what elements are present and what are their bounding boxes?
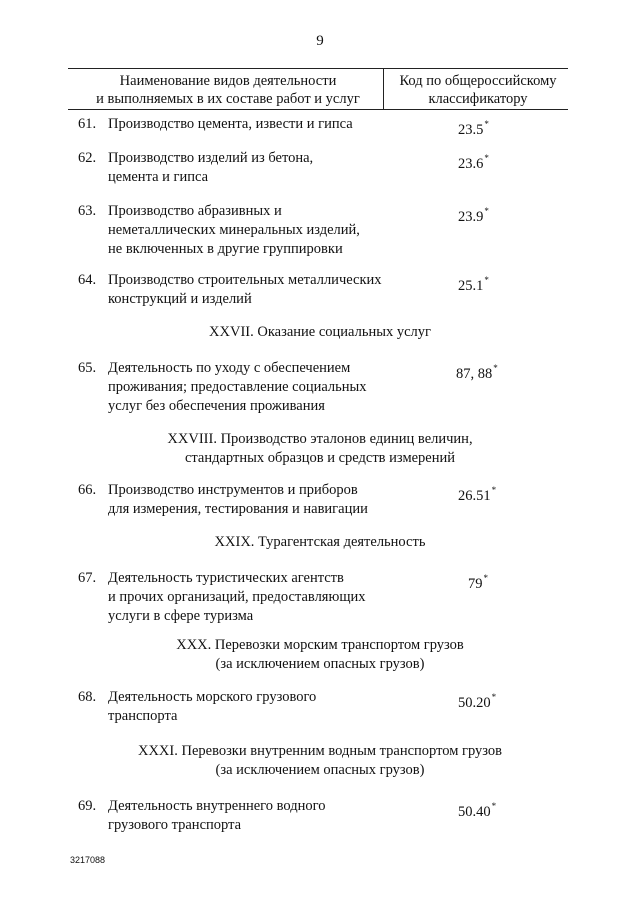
row-text: Деятельность туристических агентств и прочих организаций, предоставляющих услуги в сфере туризма — [108, 570, 366, 624]
row-number: 61. — [78, 116, 97, 132]
page-number: 9 — [316, 33, 324, 49]
footnote-mark: * — [491, 801, 497, 811]
column-header-name: Наименование видов деятельности и выполняемых в их составе работ и услуг — [96, 73, 360, 107]
footnote-mark: * — [484, 153, 489, 163]
column-header-code: Код по общероссийскому классификатору — [399, 73, 557, 107]
footnote-mark: * — [491, 692, 497, 702]
row-text: Деятельность по уходу с обеспечением проживания; предоставление социальных услуг без обеспечения проживания — [108, 360, 367, 414]
row-code: 50.20* — [458, 692, 497, 711]
row-number: 64. — [78, 272, 97, 288]
section-heading: XXX. Перевозки морским транспортом грузов (за исключением опасных грузов) — [176, 637, 464, 672]
footnote-mark: * — [484, 275, 489, 285]
section-heading: XXIX. Турагентская деятельность — [214, 534, 426, 550]
table-top-rule — [68, 68, 568, 69]
document-id: 3217088 — [70, 855, 106, 865]
footnote-mark: * — [483, 573, 488, 583]
row-text: Производство цемента, извести и гипса — [108, 116, 353, 132]
section-heading: XXXI. Перевозки внутренним водным транспортом грузов (за исключением опасных грузов) — [137, 743, 502, 778]
row-number: 67. — [78, 570, 97, 586]
row-text: Производство инструментов и приборов для измерения, тестирования и навигации — [108, 482, 368, 517]
row-code: 79* — [468, 573, 488, 592]
row-text: Производство абразивных и неметаллических минеральных изделий, не включенных в другие группировки — [108, 203, 360, 257]
footnote-mark: * — [491, 485, 497, 495]
row-code: 23.9* — [458, 206, 489, 225]
row-number: 62. — [78, 150, 97, 166]
row-code: 23.6* — [458, 153, 489, 172]
row-code: 25.1* — [458, 275, 489, 294]
footnote-mark: * — [493, 363, 498, 373]
row-text: Деятельность морского грузового транспорта — [108, 689, 317, 724]
section-heading: XXVII. Оказание социальных услуг — [209, 324, 431, 340]
row-code: 87, 88* — [456, 363, 498, 382]
column-divider — [383, 68, 384, 110]
section-heading: XXVIII. Производство эталонов единиц величин, стандартных образцов и средств измерений — [167, 431, 473, 466]
row-number: 63. — [78, 203, 97, 219]
footnote-mark: * — [484, 119, 489, 129]
row-text: Производство изделий из бетона, цемента и гипса — [108, 150, 314, 185]
row-number: 66. — [78, 482, 97, 498]
row-text: Производство строительных металлических конструкций и изделий — [108, 272, 382, 307]
row-code: 50.40* — [458, 801, 497, 820]
table-header-rule — [68, 109, 568, 110]
row-text: Деятельность внутреннего водного грузового транспорта — [108, 798, 326, 833]
row-number: 68. — [78, 689, 97, 705]
row-number: 69. — [78, 798, 97, 814]
footnote-mark: * — [484, 206, 489, 216]
row-code: 26.51* — [458, 485, 497, 504]
row-number: 65. — [78, 360, 97, 376]
row-code: 23.5* — [458, 119, 489, 138]
